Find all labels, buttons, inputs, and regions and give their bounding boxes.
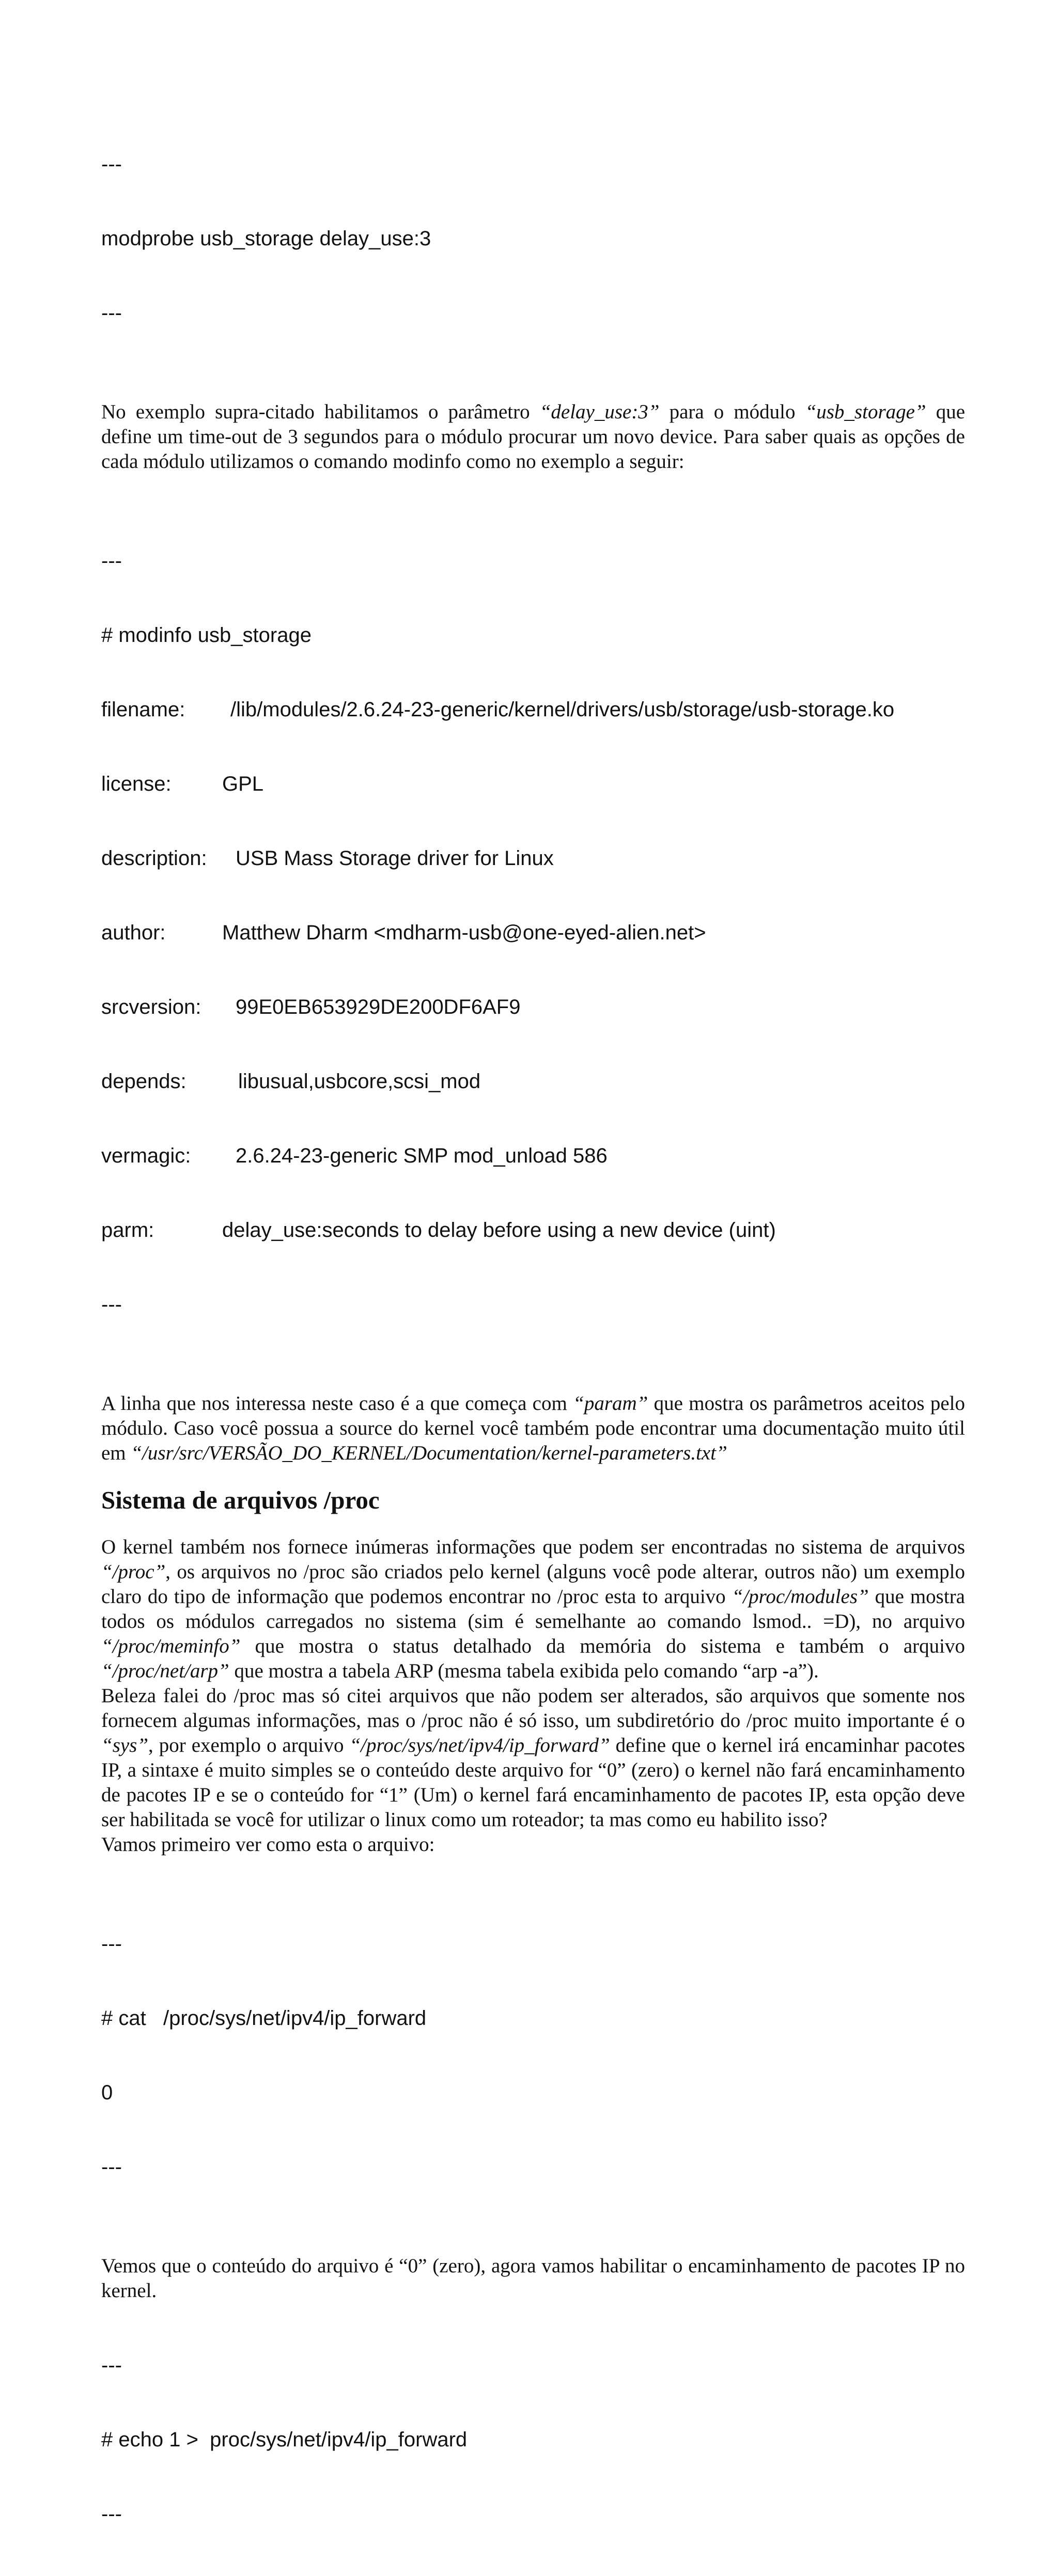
code-block-modprobe: [101, 102, 965, 375]
modinfo-row: vermagic: 2.6.24-23-generic SMP mod_unload 586: [101, 1144, 608, 1167]
modinfo-row: author: Matthew Dharm <mdharm-usb@one-eyed-alien.net>: [101, 921, 706, 944]
section-title: Sistema de arquivos /proc: [101, 1486, 380, 1514]
modinfo-row: depends: libusual,usbcore,scsi_mod: [101, 1070, 481, 1093]
modinfo-row: description: USB Mass Storage driver for Linux: [101, 847, 554, 870]
code-block-cat: [101, 1882, 965, 2229]
command-line: # modinfo usb_storage: [101, 624, 312, 647]
paragraph-check-file: Vamos primeiro ver como esta o arquivo:: [101, 1833, 435, 1856]
separator: ---: [101, 549, 122, 572]
paragraph-param: A linha que nos interessa neste caso é a que começa com “param” que mostra os parâmetros aceitos pelo módulo. Caso você possua a source do kernel você também pode encontrar uma documentação muito útil em “/usr/src/VERSÃO_DO_KERNEL/Documentation/kernel-parameters.txt”: [101, 1392, 965, 1464]
paragraph-delay-use: No exemplo supra-citado habilitamos o parâmetro “delay_use:3” para o módulo “usb_storage” que define um time-out de 3 segundos para o módulo procurar um novo device. Para saber quais as opções de cada módulo utilizamos o comando modinfo como no exemplo a seguir:: [101, 401, 966, 473]
command-line: # cat /proc/sys/net/ipv4/ip_forward: [101, 2007, 427, 2030]
separator: ---: [101, 1933, 122, 1955]
code-block-modinfo: [101, 499, 965, 1366]
modinfo-row: srcversion: 99E0EB653929DE200DF6AF9: [101, 996, 521, 1018]
document-page: [101, 102, 965, 2576]
separator: ---: [101, 2354, 122, 2377]
separator: ---: [101, 302, 122, 324]
command-output: 0: [101, 2081, 113, 2104]
modinfo-row: license: GPL: [101, 773, 264, 795]
code-block-echo: [101, 2303, 965, 2576]
modinfo-row: parm: delay_use:seconds to delay before using a new device (uint): [101, 1219, 776, 1242]
paragraph-proc-sys: Beleza falei do /proc mas só citei arquivos que não podem ser alterados, são arquivos que somente nos fornecem algumas informações, mas o /proc não é só isso, um subdiretório do /proc muito importante é o “sys”, por exemplo o arquivo “/proc/sys/net/ipv4/ip_forward” define que o kernel irá encaminhar pacotes IP, a sintaxe é muito simples se o conteúdo deste arquivo for “0” (zero) o kernel não fará encaminhamento de pacotes IP e se o conteúdo for “1” (Um) o kernel fará encaminhamento de pacotes IP, esta opção deve ser habilitada se você for utilizar o linux como um roteador; ta mas como eu habilito isso?: [101, 1685, 965, 1831]
separator: ---: [101, 1293, 122, 1316]
paragraph-proc-intro: O kernel também nos fornece inúmeras informações que podem ser encontradas no sistema de arquivos “/proc”, os arquivos no /proc são criados pelo kernel (alguns você pode alterar, outros não) um exemplo claro do tipo de informação que podemos encontrar no /proc esta to arquivo “/proc/modules” que mostra todos os módulos carregados no sistema (sim é semelhante ao comando lsmod.. =D), no arquivo “/proc/meminfo” que mostra o status detalhado da memória do sistema e também o arquivo “/proc/net/arp” que mostra a tabela ARP (mesma tabela exibida pelo comando “arp -a”).: [101, 1536, 965, 1682]
paragraph-enable-forward: Vemos que o conteúdo do arquivo é “0” (zero), agora vamos habilitar o encaminhamento de pacotes IP no kernel.: [101, 2255, 965, 2302]
command-line: # echo 1 > proc/sys/net/ipv4/ip_forward: [101, 2428, 468, 2451]
separator: ---: [101, 2503, 122, 2525]
separator: ---: [101, 153, 122, 176]
modinfo-row: filename: /lib/modules/2.6.24-23-generic/kernel/drivers/usb/storage/usb-storage.ko: [101, 698, 895, 721]
command-line: modprobe usb_storage delay_use:3: [101, 227, 431, 250]
separator: ---: [101, 2156, 122, 2178]
